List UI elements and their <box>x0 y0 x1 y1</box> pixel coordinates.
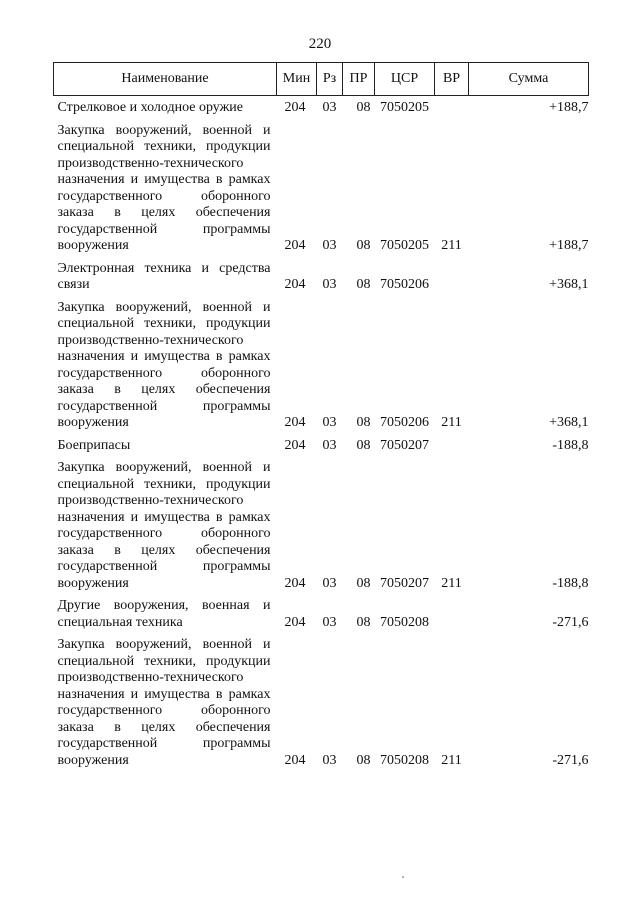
cell-min: 204 <box>284 614 306 630</box>
cell-min: 204 <box>284 575 306 591</box>
header-min: Мин <box>277 63 317 96</box>
cell-sum: +188,7 <box>549 100 589 115</box>
cell-vr <box>435 434 469 457</box>
cell-min: 204 <box>284 238 306 253</box>
budget-table <box>53 62 589 771</box>
cell-name: Стрелковое и холодное оружие <box>57 100 243 115</box>
header-pr: ПР <box>343 63 375 96</box>
cell-name: Закупка вооружений, военной и специальной техники, продукции производственно-технического назначения и имущества в рамках государственного оборонного заказа в целях обеспечения государственной программы вооружения <box>57 299 271 430</box>
cell-sum: -271,6 <box>552 752 589 768</box>
cell-pr: 08 <box>356 437 371 453</box>
cell-vr: 211 <box>441 238 462 253</box>
header-vr: ВР <box>435 63 469 96</box>
cell-rz: 03 <box>322 575 337 591</box>
cell-name: Электронная техника и средства связи <box>57 260 271 292</box>
table-row <box>54 594 589 633</box>
page-number: 220 <box>308 36 332 52</box>
table-row <box>54 96 589 119</box>
cell-min: 204 <box>284 415 306 430</box>
cell-rz: 03 <box>322 238 337 253</box>
cell-rz: 03 <box>322 752 337 768</box>
budget-table-container <box>53 62 588 771</box>
cell-name: Закупка вооружений, военной и специальной техники, продукции производственно-технического назначения и имущества в рамках государственного оборонного заказа в целях обеспечения государственной программы вооружения <box>57 637 271 768</box>
cell-pr: 08 <box>356 277 371 292</box>
cell-csr: 7050207 <box>380 437 429 453</box>
cell-name: Другие вооружения, военная и специальная техника <box>57 598 271 630</box>
cell-rz: 03 <box>322 277 337 292</box>
cell-csr: 7050206 <box>380 277 429 292</box>
cell-name: Закупка вооружений, военной и специальной техники, продукции производственно-технического назначения и имущества в рамках государственного оборонного заказа в целях обеспечения государственной программы вооружения <box>57 122 271 253</box>
cell-sum: -188,8 <box>552 437 589 453</box>
cell-sum: +368,1 <box>549 415 589 430</box>
cell-pr: 08 <box>356 238 371 253</box>
cell-sum: +188,7 <box>549 238 589 253</box>
cell-csr: 7050208 <box>380 752 429 768</box>
cell-rz: 03 <box>322 100 337 115</box>
table-row <box>54 434 589 457</box>
cell-csr: 7050205 <box>380 100 429 115</box>
cell-pr: 08 <box>356 575 371 591</box>
header-sum: Сумма <box>469 63 589 96</box>
cell-pr: 08 <box>356 100 371 115</box>
header-name: Наименование <box>54 63 277 96</box>
cell-csr: 7050208 <box>380 614 429 630</box>
cell-min: 204 <box>284 100 306 115</box>
table-row <box>54 257 589 296</box>
cell-vr <box>435 96 469 119</box>
table-body <box>54 96 589 772</box>
cell-vr: 211 <box>441 415 462 430</box>
cell-rz: 03 <box>322 614 337 630</box>
cell-csr: 7050206 <box>380 415 429 430</box>
header-csr: ЦСР <box>375 63 435 96</box>
header-row <box>54 63 589 96</box>
cell-name: Закупка вооружений, военной и специальной техники, продукции производственно-технического назначения и имущества в рамках государственного оборонного заказа в целях обеспечения государственной программы вооружения <box>57 460 271 591</box>
table-row <box>54 296 589 434</box>
cell-pr: 08 <box>356 752 371 768</box>
header-rz: Рз <box>317 63 343 96</box>
cell-min: 204 <box>284 752 306 768</box>
scan-artifact <box>402 876 404 878</box>
table-row <box>54 456 589 594</box>
cell-rz: 03 <box>322 437 337 453</box>
cell-sum: +368,1 <box>549 277 589 292</box>
cell-vr: 211 <box>441 752 462 768</box>
table-header <box>54 63 589 96</box>
cell-min: 204 <box>284 437 306 453</box>
table-row <box>54 633 589 771</box>
cell-vr: 211 <box>441 575 462 591</box>
cell-csr: 7050205 <box>380 238 429 253</box>
cell-rz: 03 <box>322 415 337 430</box>
cell-sum: -271,6 <box>552 614 589 630</box>
cell-sum: -188,8 <box>552 575 589 591</box>
cell-name: Боеприпасы <box>57 437 131 453</box>
cell-vr <box>435 257 469 296</box>
cell-min: 204 <box>284 277 306 292</box>
cell-pr: 08 <box>356 614 371 630</box>
cell-pr: 08 <box>356 415 371 430</box>
cell-csr: 7050207 <box>380 575 429 591</box>
cell-vr <box>435 594 469 633</box>
table-row <box>54 119 589 257</box>
